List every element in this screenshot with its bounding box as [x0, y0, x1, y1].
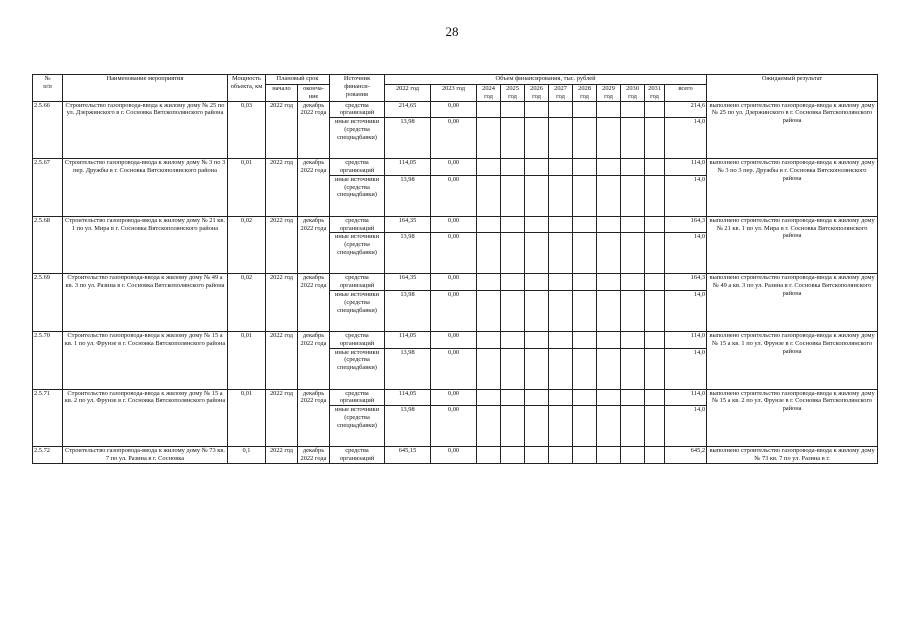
row-capacity: 0,01	[228, 331, 266, 389]
row-end: декабрь 2022 года	[298, 101, 330, 159]
header-year: 2025 год	[501, 85, 525, 102]
row-name: Строительство газопровода-ввода к жилому дому № 15 а кв. 2 по ул. Фрунзе в г. Сосновка Вятскополянского района	[63, 389, 228, 447]
row-start: 2022 год	[266, 274, 298, 332]
row-source-2: иные источники (средства спецнадбавки)	[330, 233, 385, 274]
row-value-2023: 0,00	[431, 290, 477, 331]
row-value-total: 14,0	[665, 233, 707, 274]
header-year: 2022 год	[385, 85, 431, 102]
row-result: выполнено строительство газопровода-ввода к жилому дому № 3 по 3 пер. Дружбы в г. Сосновка Вятскополянского района	[707, 159, 878, 217]
header-source: Источник финанси- рования	[330, 75, 385, 102]
table-row	[33, 274, 878, 291]
row-value-2023: 0,00	[431, 101, 477, 118]
row-capacity: 0,01	[228, 389, 266, 447]
row-value-total: 164,3	[665, 274, 707, 291]
row-name: Строительство газопровода-ввода к жилому дому № 3 по 3 пер. Дружбы в г. Сосновка Вятскополянского района	[63, 159, 228, 217]
row-value-2023: 0,00	[431, 406, 477, 447]
row-result: выполнено строительство газопровода-ввода к жилому дому № 15 а кв. 1 по ул. Фрунзе в г. Сосновка Вятскополянского района	[707, 331, 878, 389]
row-num: 2.5.68	[33, 216, 63, 274]
row-num: 2.5.66	[33, 101, 63, 159]
table-body	[33, 101, 878, 463]
row-value-total: 114,0	[665, 331, 707, 348]
row-end: декабрь 2022 года	[298, 331, 330, 389]
header-num: № п/п	[33, 75, 63, 102]
row-source-1: средства организаций	[330, 274, 385, 291]
row-end: декабрь 2022 года	[298, 216, 330, 274]
row-capacity: 0,01	[228, 159, 266, 217]
row-result: выполнено строительство газопровода-ввода к жилому дому № 21 кв. 1 по ул. Мира в г. Сосновка Вятскополянского района	[707, 216, 878, 274]
row-num: 2.5.67	[33, 159, 63, 217]
row-value-total: 14,0	[665, 118, 707, 159]
row-start: 2022 год	[266, 159, 298, 217]
header-year: 2031 год	[645, 85, 665, 102]
row-start: 2022 год	[266, 101, 298, 159]
header-capacity: Мощность объекта, км	[228, 75, 266, 102]
row-source-2: иные источники (средства спецнадбавки)	[330, 118, 385, 159]
row-value-total: 164,3	[665, 216, 707, 233]
row-value-2022: 13,98	[385, 348, 431, 389]
row-end: декабрь 2022 года	[298, 447, 330, 464]
row-value-2022: 13,98	[385, 118, 431, 159]
row-source-1: средства организаций	[330, 216, 385, 233]
header-year: 2028 год	[573, 85, 597, 102]
row-value-2023: 0,00	[431, 159, 477, 176]
row-result: выполнено строительство газопровода-ввода к жилому дому № 25 по ул. Дзержинского в г. Сосновка Вятскополянского района	[707, 101, 878, 159]
row-value-total: 114,0	[665, 159, 707, 176]
header-year: 2030 год	[621, 85, 645, 102]
row-name: Строительство газопровода-ввода к жилому дому № 49 а кв. 3 по ул. Разина в г. Сосновка Вятскополянского района	[63, 274, 228, 332]
row-result: выполнено строительство газопровода-ввода к жилому дому № 15 а кв. 2 по ул. Фрунзе в г. Сосновка Вятскополянского района	[707, 389, 878, 447]
row-source-1: средства организаций	[330, 159, 385, 176]
table-row	[33, 216, 878, 233]
row-value-2022: 164,35	[385, 216, 431, 233]
row-value-2022: 13,98	[385, 290, 431, 331]
row-value-2022: 164,35	[385, 274, 431, 291]
row-value-2023: 0,00	[431, 389, 477, 406]
row-capacity: 0,02	[228, 216, 266, 274]
header-total: всего	[665, 85, 707, 102]
row-capacity: 0,1	[228, 447, 266, 464]
row-value-2022: 114,05	[385, 331, 431, 348]
table-row	[33, 447, 878, 464]
row-capacity: 0,03	[228, 101, 266, 159]
row-source-2: иные источники (средства спецнадбавки)	[330, 348, 385, 389]
row-source-2: иные источники (средства спецнадбавки)	[330, 290, 385, 331]
row-num: 2.5.72	[33, 447, 63, 464]
row-value-2022: 114,05	[385, 159, 431, 176]
header-plan-period: Плановый срок	[266, 75, 330, 85]
row-start: 2022 год	[266, 447, 298, 464]
row-value-2022: 13,98	[385, 406, 431, 447]
table-row	[33, 331, 878, 348]
row-value-2023: 0,00	[431, 216, 477, 233]
row-value-2022: 13,98	[385, 233, 431, 274]
table-row	[33, 389, 878, 406]
row-start: 2022 год	[266, 331, 298, 389]
header-result: Ожидаемый результат	[707, 75, 878, 102]
row-source-1: средства организаций	[330, 101, 385, 118]
header-financing: Объем финансирования, тыс. рублей	[385, 75, 707, 85]
row-value-total: 645,2	[665, 447, 707, 464]
header-year: 2024 год	[477, 85, 501, 102]
row-num: 2.5.71	[33, 389, 63, 447]
row-value-total: 14,0	[665, 406, 707, 447]
row-name: Строительство газопровода-ввода к жилому дому № 25 по ул. Дзержинского в г. Сосновка Вятскополянского района	[63, 101, 228, 159]
row-value-2022: 114,05	[385, 389, 431, 406]
row-value-total: 14,0	[665, 175, 707, 216]
row-start: 2022 год	[266, 216, 298, 274]
row-result: выполнено строительство газопровода-ввода к жилому дому № 73 кв. 7 по ул. Разина в г.	[707, 447, 878, 464]
row-source-1: средства организаций	[330, 447, 385, 464]
row-value-2023: 0,00	[431, 447, 477, 464]
row-num: 2.5.69	[33, 274, 63, 332]
row-value-total: 14,0	[665, 290, 707, 331]
row-num: 2.5.70	[33, 331, 63, 389]
row-value-2023: 0,00	[431, 274, 477, 291]
row-value-2023: 0,00	[431, 331, 477, 348]
header-year: 2029 год	[597, 85, 621, 102]
row-end: декабрь 2022 года	[298, 274, 330, 332]
row-value-2023: 0,00	[431, 175, 477, 216]
row-value-total: 114,0	[665, 389, 707, 406]
row-source-1: средства организаций	[330, 331, 385, 348]
row-source-2: иные источники (средства спецнадбавки)	[330, 406, 385, 447]
row-value-2023: 0,00	[431, 118, 477, 159]
row-source-2: иные источники (средства спецнадбавки)	[330, 175, 385, 216]
header-name: Наименование мероприятия	[63, 75, 228, 102]
header-year: 2023 год	[431, 85, 477, 102]
row-value-total: 214,6	[665, 101, 707, 118]
row-capacity: 0,02	[228, 274, 266, 332]
header-end: оконча- ние	[298, 85, 330, 102]
page-number: 28	[445, 24, 459, 39]
row-value-2023: 0,00	[431, 348, 477, 389]
row-name: Строительство газопровода-ввода к жилому дому № 15 а кв. 1 по ул. Фрунзе в г. Сосновка Вятскополянского района	[63, 331, 228, 389]
row-value-total: 14,0	[665, 348, 707, 389]
header-year: 2026 год	[525, 85, 549, 102]
row-source-1: средства организаций	[330, 389, 385, 406]
row-name: Строительство газопровода-ввода к жилому дому № 73 кв. 7 по ул. Разина в г. Сосновка	[63, 447, 228, 464]
row-name: Строительство газопровода-ввода к жилому дому № 21 кв. 1 по ул. Мира в г. Сосновка Вятскополянского района	[63, 216, 228, 274]
row-value-2022: 13,98	[385, 175, 431, 216]
row-result: выполнено строительство газопровода-ввода к жилому дому № 49 а кв. 3 по ул. Разина в г. Сосновка Вятскополянского района	[707, 274, 878, 332]
financing-table	[32, 74, 878, 464]
table-row	[33, 159, 878, 176]
header-year: 2027 год	[549, 85, 573, 102]
table-row	[33, 101, 878, 118]
row-value-2023: 0,00	[431, 233, 477, 274]
row-start: 2022 год	[266, 389, 298, 447]
row-end: декабрь 2022 года	[298, 389, 330, 447]
row-end: декабрь 2022 года	[298, 159, 330, 217]
row-value-2022: 645,15	[385, 447, 431, 464]
header-start: начало	[266, 85, 298, 102]
row-value-2022: 214,65	[385, 101, 431, 118]
